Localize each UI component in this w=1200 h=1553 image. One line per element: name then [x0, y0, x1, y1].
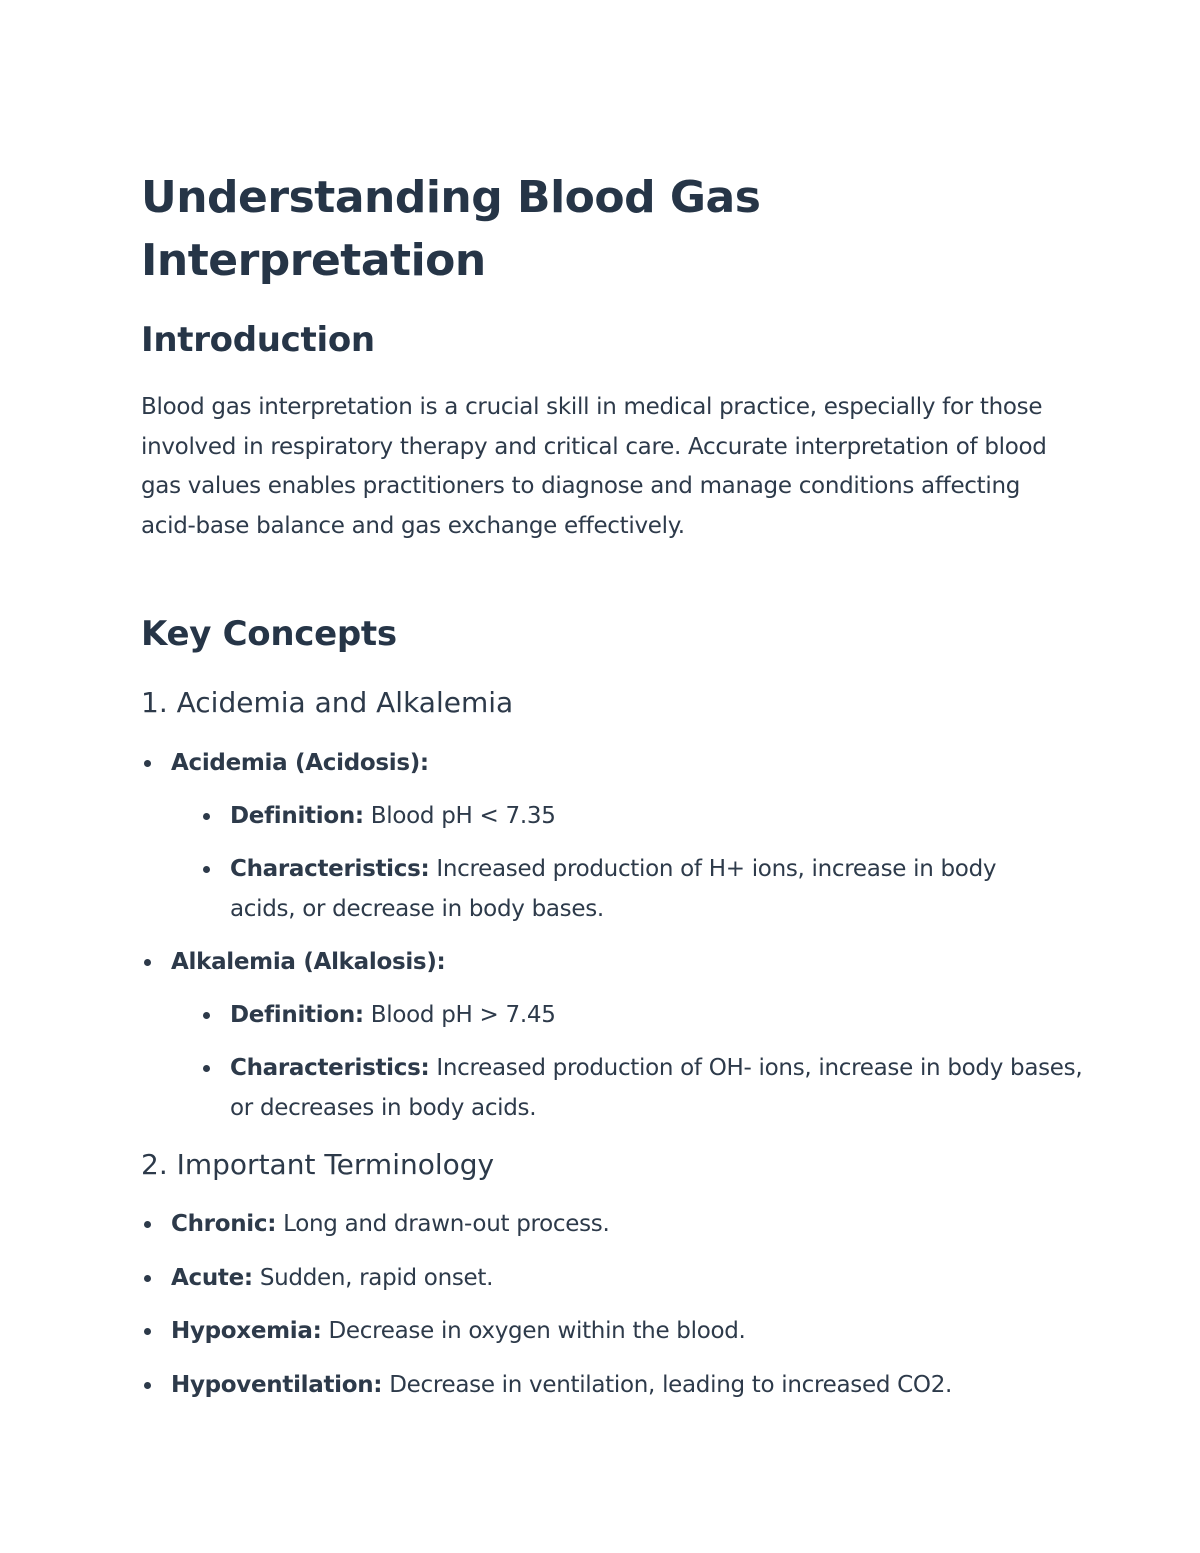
hypoxemia-text: Decrease in oxygen within the blood. — [321, 1318, 746, 1344]
alkalemia-sublist — [171, 996, 1090, 1129]
list-item-alkalemia — [141, 943, 1090, 1128]
acid-base-subheading: 1. Acidemia and Alkalemia — [141, 686, 514, 719]
bullet-icon — [203, 866, 210, 873]
characteristics-text: Increased production of OH- ions, increase in body bases, or decreases in body acids. — [230, 1055, 1083, 1121]
terminology-subheading: 2. Important Terminology — [141, 1148, 495, 1181]
introduction-paragraph: Blood gas interpretation is a crucial skill in medical practice, especially for those involved in respiratory therapy and critical care. Accurate interpretation of blood gas values enables practitioners to diagnose and manage conditions affecting acid-base balance and gas exchange effectively. — [141, 394, 1047, 539]
document-title: Understanding Blood Gas Interpretation — [141, 172, 761, 286]
list-item-acidemia-characteristics — [171, 850, 1060, 929]
definition-label: Definition: — [230, 1001, 364, 1028]
introduction-heading: Introduction — [141, 320, 375, 360]
bullet-icon — [203, 1065, 210, 1072]
characteristics-label: Characteristics: — [230, 1055, 430, 1081]
definition-text: Blood pH < 7.35 — [363, 802, 556, 829]
terminology-list — [141, 1205, 1071, 1419]
bullet-icon — [144, 1275, 151, 1282]
list-item-hypoventilation — [141, 1366, 1071, 1406]
alkalemia-label: Alkalemia (Alkalosis): — [171, 949, 446, 975]
characteristics-label: Characteristics: — [230, 856, 430, 882]
bullet-icon — [144, 1221, 151, 1228]
acidemia-sublist — [171, 797, 1090, 930]
bullet-icon — [144, 1382, 151, 1389]
list-item-alkalemia-characteristics — [171, 1049, 1090, 1128]
bullet-icon — [203, 1012, 210, 1019]
hypoxemia-label: Hypoxemia: — [171, 1318, 322, 1344]
list-item-alkalemia-definition — [171, 996, 1090, 1036]
key-concepts-heading: Key Concepts — [141, 614, 397, 654]
bullet-icon — [203, 813, 210, 820]
acid-base-list — [141, 744, 1090, 1128]
list-item-chronic — [141, 1205, 1071, 1245]
list-item-acidemia — [141, 744, 1090, 929]
chronic-text: Long and drawn-out process. — [276, 1211, 610, 1237]
chronic-label: Chronic: — [171, 1211, 277, 1237]
bullet-icon — [144, 959, 151, 966]
list-item-hypoxemia — [141, 1312, 1071, 1352]
list-item-acidemia-definition — [171, 797, 1090, 837]
definition-text: Blood pH > 7.45 — [363, 1001, 556, 1028]
bullet-icon — [144, 760, 151, 767]
list-item-acute — [141, 1259, 1071, 1299]
definition-label: Definition: — [230, 802, 364, 829]
acidemia-label: Acidemia (Acidosis): — [171, 750, 429, 776]
bullet-icon — [144, 1328, 151, 1335]
characteristics-text: Increased production of H+ ions, increase in body acids, or decrease in body bases. — [230, 856, 997, 922]
acute-label: Acute: — [171, 1264, 253, 1291]
hypoventilation-label: Hypoventilation: — [171, 1371, 383, 1398]
acute-text: Sudden, rapid onset. — [252, 1264, 494, 1291]
hypoventilation-text: Decrease in ventilation, leading to increased CO2. — [382, 1371, 953, 1398]
